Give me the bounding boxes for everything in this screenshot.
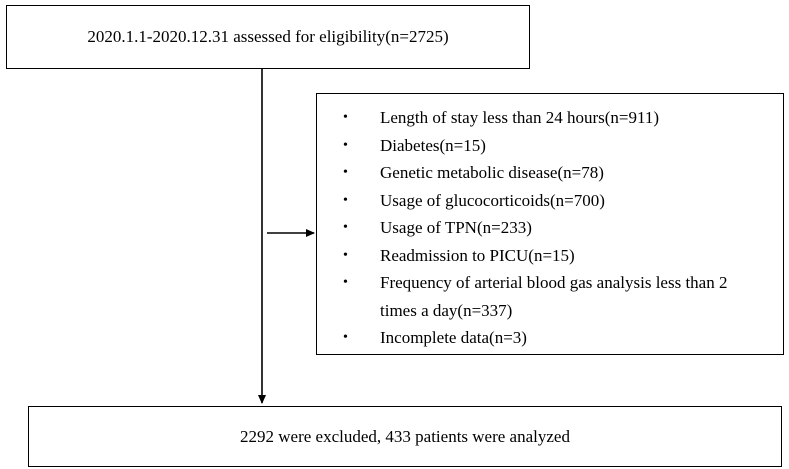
- eligibility-text: 2020.1.1-2020.12.31 assessed for eligibility(n=2725): [87, 27, 449, 46]
- analysis-result-text: 2292 were excluded, 433 patients were analyzed: [240, 426, 570, 446]
- exclusion-item-text: Length of stay less than 24 hours(n=911): [380, 108, 660, 127]
- eligibility-box: [6, 5, 530, 69]
- bullet-icon: •: [343, 165, 348, 180]
- exclusion-item-diabetes: [317, 132, 765, 160]
- exclusion-item-length-of-stay: [317, 104, 765, 132]
- bullet-icon: •: [343, 330, 348, 345]
- bullet-icon: •: [343, 110, 348, 125]
- bullet-icon: •: [343, 247, 348, 263]
- bullet-icon: •: [343, 137, 348, 153]
- exclusion-item-text: Incomplete data(n=3): [380, 328, 527, 347]
- analysis-result-box: [28, 406, 782, 467]
- exclusion-item-text: Readmission to PICU(n=15): [380, 245, 575, 265]
- exclusion-item-tpn: [317, 214, 765, 242]
- exclusion-item-glucocorticoids: [317, 187, 765, 215]
- exclusion-item-text: Frequency of arterial blood gas analysis less than 2 times a day(n=337): [380, 273, 728, 320]
- exclusion-item-blood-gas-frequency: [317, 269, 765, 324]
- bullet-icon: •: [343, 275, 348, 290]
- exclusion-item-text: Usage of TPN(n=233): [380, 218, 532, 237]
- exclusion-item-text: Diabetes(n=15): [380, 135, 486, 155]
- exclusion-item-genetic-metabolic: [317, 159, 765, 187]
- exclusion-criteria-box: [316, 93, 784, 355]
- bullet-icon: •: [343, 192, 348, 208]
- exclusion-item-readmission: [317, 242, 765, 270]
- exclusion-item-incomplete-data: [317, 324, 765, 352]
- exclusion-item-text: Usage of glucocorticoids(n=700): [380, 190, 605, 210]
- bullet-icon: •: [343, 220, 348, 235]
- exclusion-list: [317, 104, 765, 352]
- exclusion-item-text: Genetic metabolic disease(n=78): [380, 163, 604, 182]
